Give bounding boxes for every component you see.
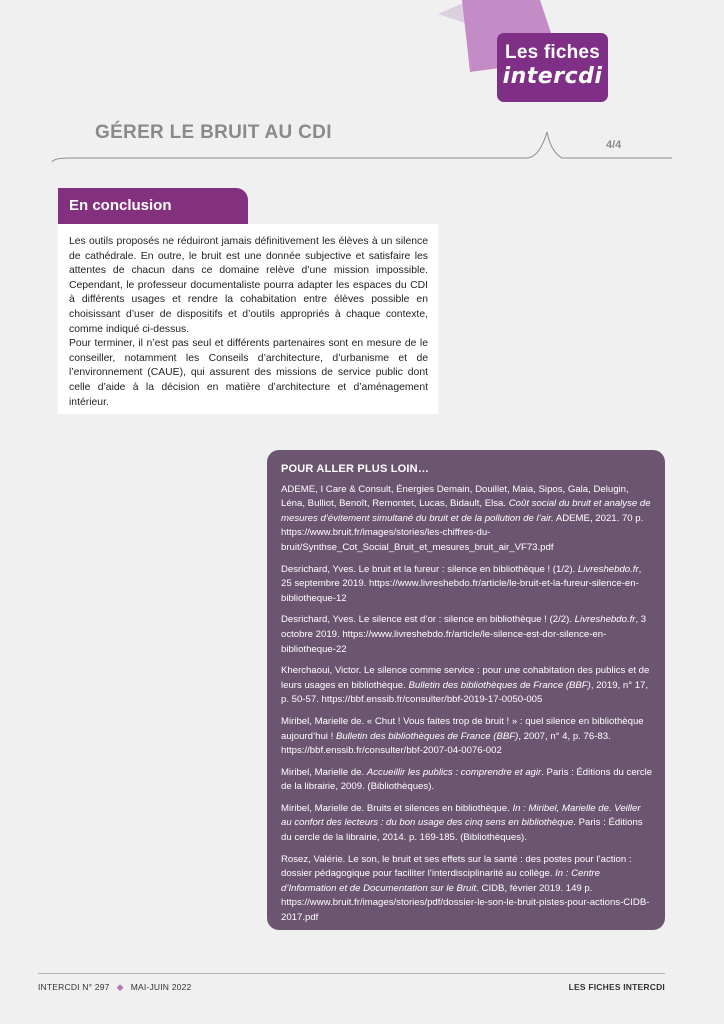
reference-post: . Paris : Éditions du cercle de la librairie, 2014. p. 169-185. (Bibliothèques).	[281, 817, 643, 844]
conclusion-paragraph-1: Les outils proposés ne réduiront jamais définitivement les élèves à un silence de cathédrale. En outre, le bruit est une donnée subjective et satisfaire les attentes de chacun dans ce domaine relève d’une mission impossible. Cependant, le professeur documentaliste pourra adapter les espaces du CDI à différents usages et rendre la cohabitation entre élèves possible en choisissant d’user de dispositifs et d’outils appropriés à chaque contexte, comme indiqué ci-dessus.	[69, 236, 428, 335]
reference-post: , 25 septembre 2019. https://www.livreshebdo.fr/article/le-bruit-et-la-fureur-silence-en-bibliotheque-12	[281, 563, 642, 604]
reference-item	[281, 715, 653, 759]
reference-pre: Desrichard, Yves. Le bruit et la fureur : silence en bibliothèque ! (1/2).	[281, 563, 578, 575]
reference-post: . CIDB, février 2019. 149 p. https://www.bruit.fr/images/stories/pdf/dossier-le-son-le-bruit-pistes-pour-actions-CIDB-2017.pdf	[281, 882, 650, 924]
reference-pre: Miribel, Marielle de. Bruits et silences en bibliothèque.	[281, 802, 513, 814]
header-divider	[0, 0, 724, 170]
conclusion-paragraph-2: Pour terminer, il n’est pas seul et différents partenaires sont en mesure de le conseiller, notamment les Conseils d’architecture, d’urbanisme et de l’environnement (CAUE), qui assurent des missions de service public dont celle d’aide à la décision en matière d’architecture et d’aménagement intérieur.	[69, 338, 428, 408]
reference-pre: Desrichard, Yves. Le silence est d’or : silence en bibliothèque ! (2/2).	[281, 614, 575, 626]
reference-item	[281, 664, 653, 708]
reference-italic: In : Miribel, Marielle de. Veiller au confort des lecteurs : du bon usage des cinq sens en bibliothèque	[281, 802, 641, 829]
reference-item	[281, 563, 653, 607]
reference-item	[281, 766, 653, 795]
footer-issue	[38, 982, 191, 993]
references-panel	[267, 450, 665, 930]
reference-italic: Bulletin des bibliothèques de France (BBF)	[408, 679, 591, 691]
reference-post: , 2019, n° 17, p. 50-57. https://bbf.enssib.fr/consulter/bbf-2019-17-0050-005	[281, 679, 649, 706]
reference-item	[281, 483, 653, 556]
references-list	[281, 483, 653, 926]
references-title: POUR ALLER PLUS LOIN…	[281, 463, 430, 475]
page-number: 4/4	[606, 139, 622, 151]
diamond-icon: ◆	[116, 982, 124, 992]
footer-series: LES FICHES INTERCDI	[568, 982, 665, 992]
logo-line2: intercdi	[502, 64, 603, 89]
reference-pre: ADEME, I Care & Consult, Énergies Demain, Douillet, Maia, Sipos, Gala, Delugin, Léna, Bulliot, Benoît, Remontet, Lucas, Bidault, Elsa.	[281, 483, 629, 510]
reference-pre: Rosez, Valérie. Le son, le bruit et ses effets sur la santé : des postes pour l’action : dossier pédagogique pour faciliter l’interdisciplinarité au collège.	[281, 853, 632, 880]
reference-post: . Paris : Éditions du cercle de la librairie, 2009. (Bibliothèques).	[281, 766, 653, 793]
reference-italic: Accueillir les publics : comprendre et agir	[366, 766, 542, 778]
reference-item	[281, 853, 653, 926]
reference-italic: Livreshebdo.fr	[574, 614, 636, 626]
reference-post: , 3 octobre 2019. https://www.livreshebdo.fr/article/le-silence-est-dor-silence-en-bibliotheque-22	[281, 614, 647, 655]
footer-issue-number: INTERCDI N° 297	[38, 982, 110, 992]
reference-pre: Miribel, Marielle de.	[281, 766, 367, 778]
reference-pre: Miribel, Marielle de. « Chut ! Vous faites trop de bruit ! » : quel silence en bibliothèque aujourd’hui !	[281, 715, 644, 742]
reference-item	[281, 613, 653, 657]
conclusion-heading: En conclusion	[58, 188, 248, 224]
reference-italic: Bulletin des bibliothèques de France (BBF)	[335, 730, 519, 742]
reference-post: , 2007, n° 4, p. 76-83. https://bbf.enssib.fr/consulter/bbf-2007-04-0076-002	[281, 730, 611, 757]
page-title: GÉRER LE BRUIT AU CDI	[95, 122, 332, 143]
reference-item	[281, 802, 653, 846]
footer-divider	[38, 973, 665, 974]
reference-italic: In : Centre d’Information et de Documentation sur le Bruit	[281, 868, 600, 894]
conclusion-body	[58, 224, 438, 414]
logo-line1: Les fiches	[505, 42, 600, 63]
reference-pre: Kherchaoui, Victor. Le silence comme service : pour une cohabitation des publics et de leurs usages en bibliothèque.	[281, 665, 650, 691]
reference-italic: Coût social du bruit et analyse de mesures d’évitement simultané du bruit et de la pollution de l’air.	[281, 498, 651, 524]
reference-italic: Livreshebdo.fr	[577, 563, 639, 575]
reference-post: ADEME, 2021. 70 p. https://www.bruit.fr/images/stories/les-chiffres-du-bruit/Synthse_Cot_Social_Bruit_et_mesures_bruit_air_VF73.pdf	[281, 512, 644, 553]
footer-issue-date: MAI-JUIN 2022	[130, 982, 192, 992]
